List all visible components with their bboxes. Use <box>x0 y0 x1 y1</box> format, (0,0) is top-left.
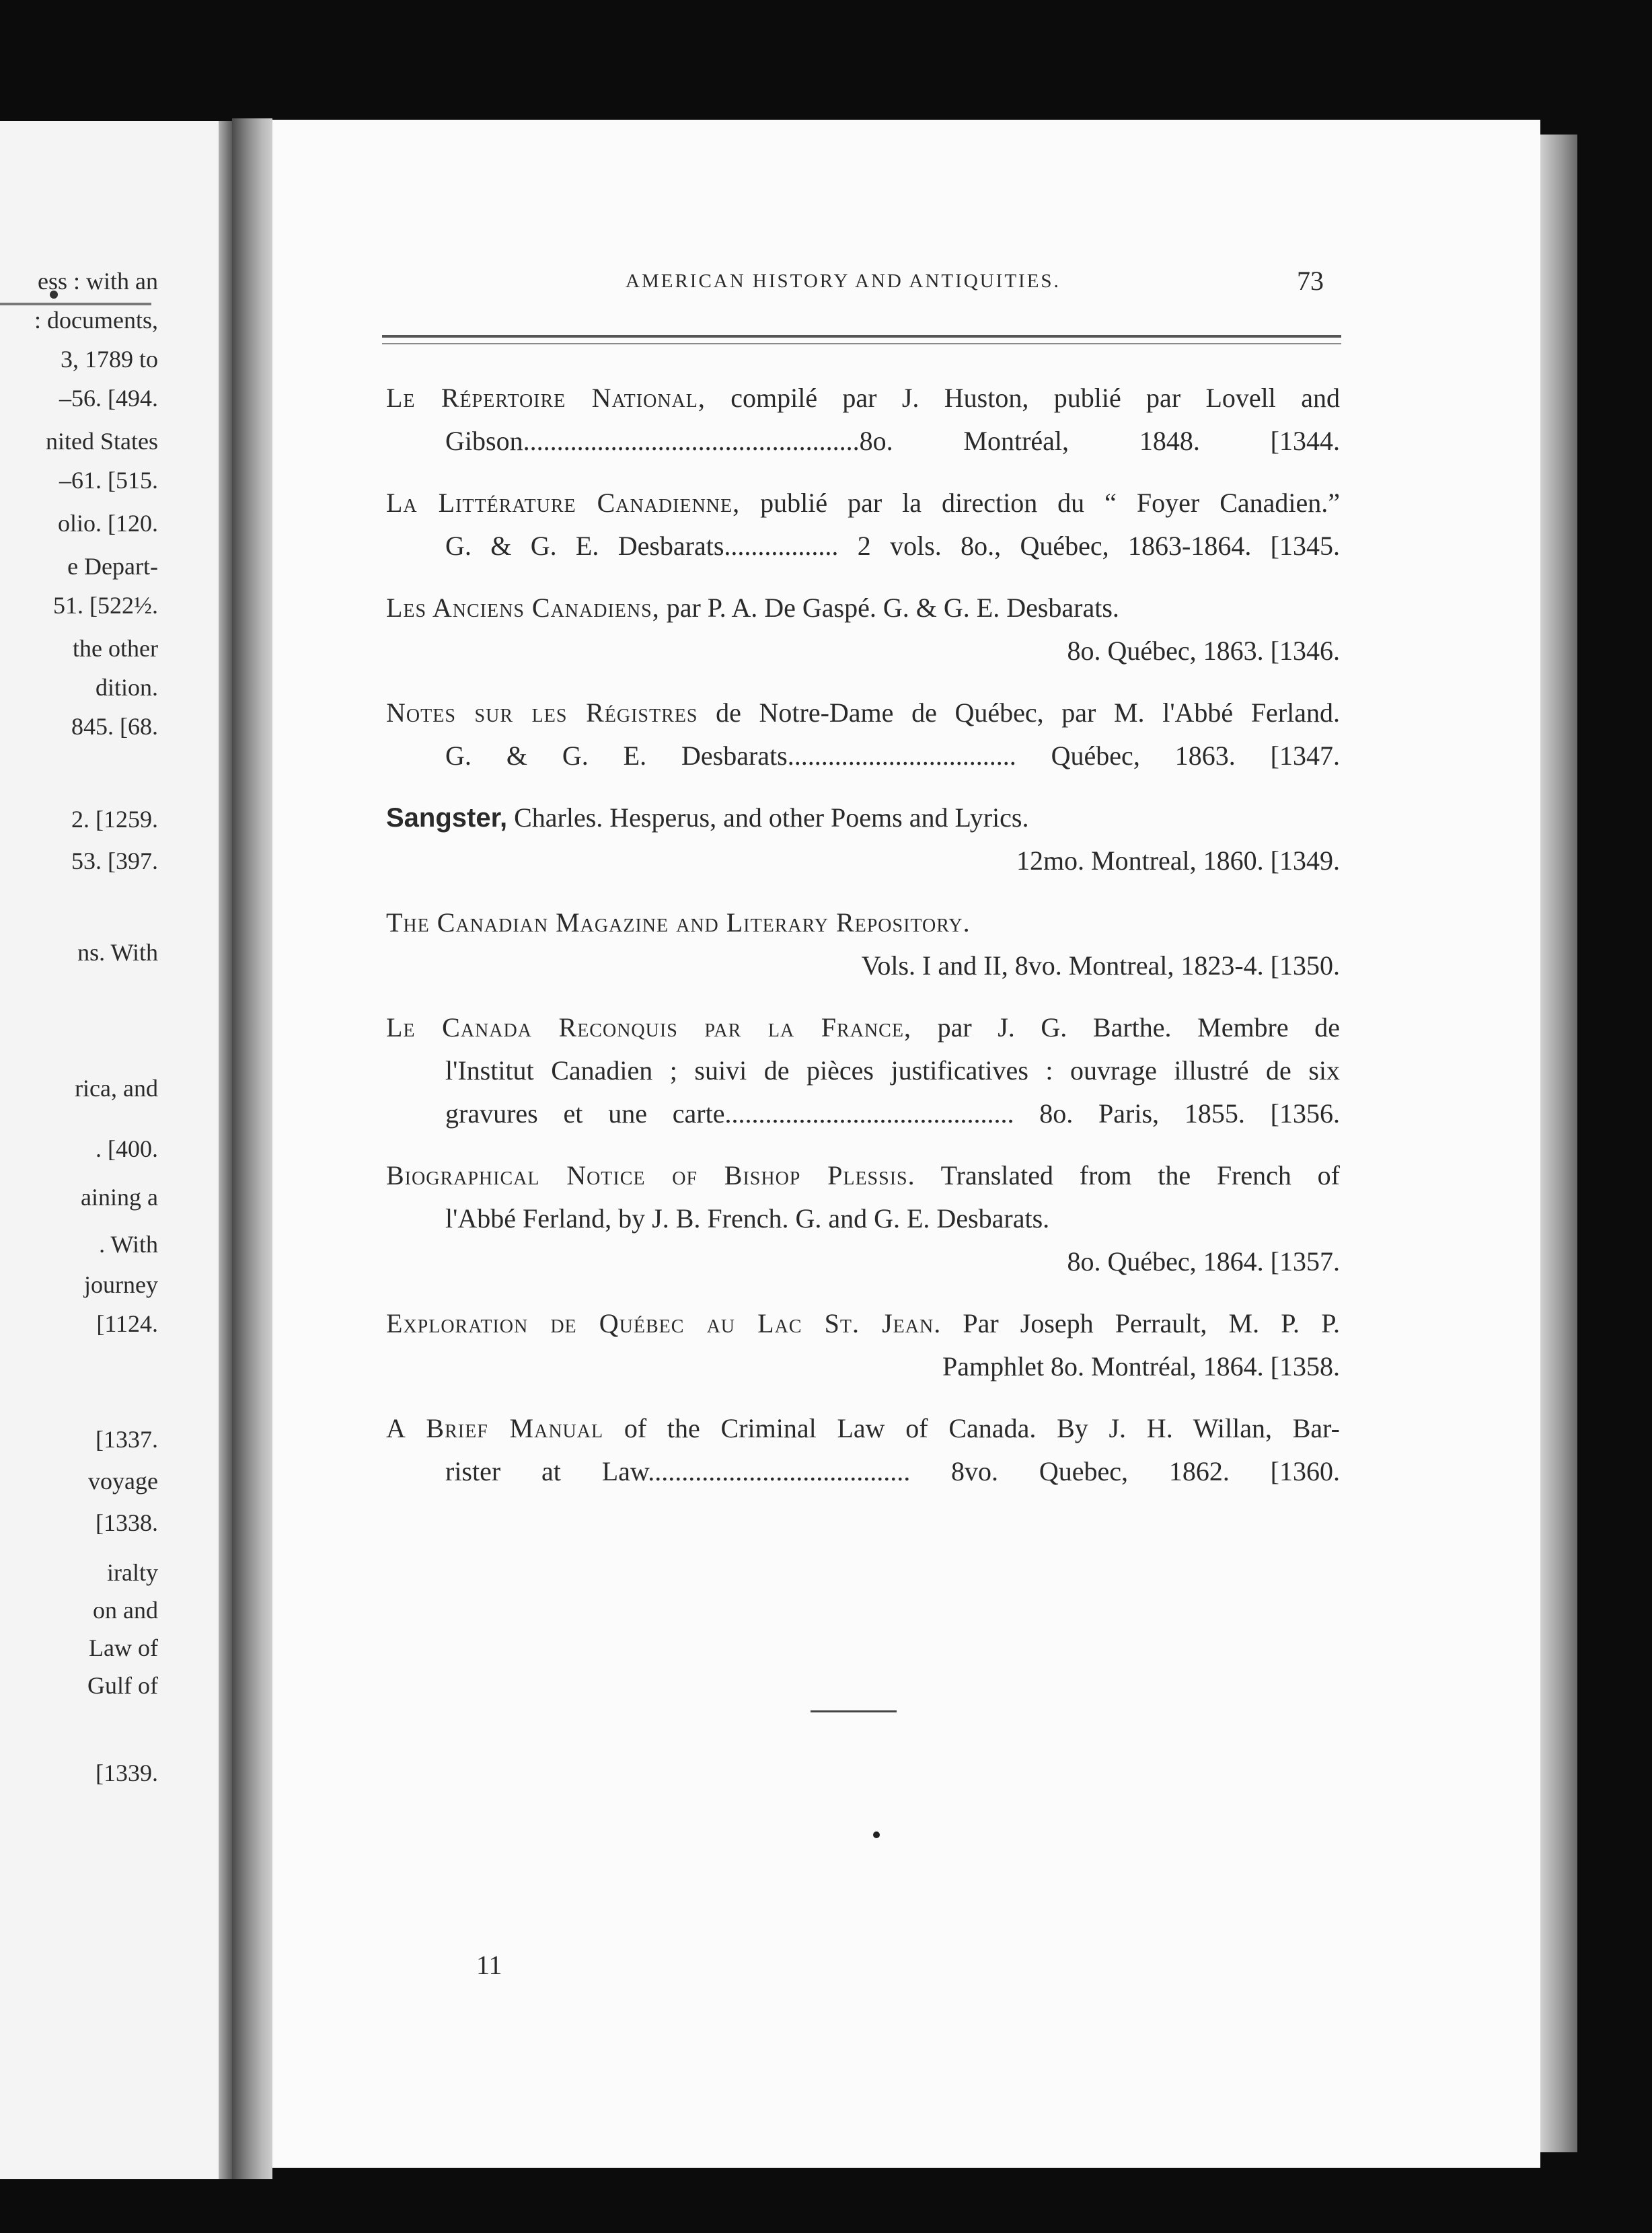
entry-line: 8o. Québec, 1863. [1346. <box>1067 636 1340 666</box>
left-page-line: : documents, <box>34 307 158 334</box>
entry-title: Le Canada Reconquis par la France, <box>386 1012 911 1043</box>
entry-line: gravures et une carte........................................... 8o. Paris, 1855. [1356. <box>445 1098 1340 1129</box>
book-gutter <box>232 118 272 2179</box>
bibliography-entry <box>386 1407 1340 1493</box>
entry-text: compilé par J. Huston, publié par Lovell and <box>730 383 1340 413</box>
left-page-line: [1124. <box>96 1310 158 1337</box>
left-page-line: . [400. <box>96 1135 158 1162</box>
entry-line: l'Abbé Ferland, by J. B. French. G. and G. E. Desbarats. <box>445 1203 1050 1234</box>
entry-line: Vols. I and II, 8vo. Montreal, 1823-4. [1350. <box>861 950 1340 981</box>
left-page-line: nited States <box>46 428 158 455</box>
left-page-line: e Depart- <box>67 553 158 580</box>
left-page-line: on and <box>93 1597 158 1624</box>
left-page-line: 2. [1259. <box>71 806 158 833</box>
left-page-line: . With <box>99 1231 158 1258</box>
left-page-line: dition. <box>95 674 158 701</box>
print-mark <box>873 1831 880 1838</box>
entry-title: A Brief Manual <box>386 1413 604 1443</box>
bibliography-entry <box>386 796 1340 882</box>
left-page-line: 845. [68. <box>71 713 158 740</box>
entry-text: par P. A. De Gaspé. G. & G. E. Desbarats. <box>666 593 1119 623</box>
header-rule-thin <box>382 343 1341 344</box>
left-page-line: –56. [494. <box>59 385 158 412</box>
bibliography-entry <box>386 377 1340 463</box>
entry-line: 8o. Québec, 1864. [1357. <box>1067 1246 1340 1277</box>
entry-title: Notes sur les Régistres <box>386 697 698 728</box>
bibliography-entry <box>386 1006 1340 1135</box>
page-edge-shadow <box>1540 135 1577 2152</box>
left-page-line: –61. [515. <box>59 467 158 494</box>
entry-title: Biographical Notice of Bishop Plessis. <box>386 1160 915 1190</box>
left-facing-page <box>0 121 232 2179</box>
left-page-header-rule <box>0 303 151 305</box>
end-rule <box>811 1710 897 1712</box>
left-page-line: ns. With <box>77 939 158 966</box>
left-page-line: ess : with an <box>38 268 158 295</box>
left-page-line: Gulf of <box>87 1672 158 1699</box>
left-page-spine-shadow <box>219 121 232 2179</box>
entry-text: par J. G. Barthe. Membre de <box>937 1012 1340 1043</box>
header-rule-thick <box>382 335 1341 338</box>
left-page-line: [1337. <box>96 1426 158 1453</box>
left-page-line: 53. [397. <box>71 847 158 874</box>
entry-text: of the Criminal Law of Canada. By J. H. Willan, Bar- <box>624 1413 1340 1443</box>
bibliography-entry <box>386 1154 1340 1283</box>
left-page-line: 51. [522½. <box>53 592 158 619</box>
entry-line: l'Institut Canadien ; suivi de pièces justificatives : ouvrage illustré de six <box>445 1055 1340 1086</box>
entry-title: The Canadian Magazine and Literary Repository. <box>386 907 971 938</box>
entry-title: Le Répertoire National, <box>386 383 706 413</box>
entry-author: Sangster, <box>386 803 508 833</box>
left-page-line: Law of <box>89 1634 158 1661</box>
left-page-line: journey <box>84 1271 158 1298</box>
entry-line: Pamphlet 8o. Montréal, 1864. [1358. <box>942 1351 1340 1382</box>
entry-title: La Littérature Canadienne, <box>386 488 741 518</box>
left-page-line: aining a <box>81 1184 158 1211</box>
bibliography-entry <box>386 901 1340 987</box>
entry-title: Les Anciens Canadiens, <box>386 593 660 623</box>
signature-mark: 11 <box>476 1950 502 1980</box>
running-head: AMERICAN HISTORY AND ANTIQUITIES. <box>626 270 1061 292</box>
bibliography-entry <box>386 691 1340 778</box>
entry-line: G. & G. E. Desbarats.................................. Québec, 1863. [1347. <box>445 741 1340 771</box>
entry-text: publié par la direction du “ Foyer Canadien.” <box>760 488 1340 518</box>
left-page-line: voyage <box>88 1468 158 1494</box>
left-page-line: rica, and <box>75 1075 158 1102</box>
left-page-line: 3, 1789 to <box>60 346 158 373</box>
entry-title: Exploration de Québec au Lac St. Jean. <box>386 1308 942 1338</box>
bibliography-entry <box>386 482 1340 568</box>
entry-line: Gibson..................................................8o. Montréal, 1848. [1344. <box>445 426 1340 456</box>
bibliography-entry <box>386 586 1340 673</box>
entry-text: Charles. Hesperus, and other Poems and Lyrics. <box>514 802 1029 833</box>
entry-line: G. & G. E. Desbarats................. 2 vols. 8o., Québec, 1863-1864. [1345. <box>445 531 1340 561</box>
left-page-line: [1339. <box>96 1759 158 1786</box>
left-page-line: the other <box>73 635 158 662</box>
bibliography-entry <box>386 1302 1340 1388</box>
entry-line: rister at Law....................................... 8vo. Quebec, 1862. [1360. <box>445 1456 1340 1486</box>
entry-text: Par Joseph Perrault, M. P. P. <box>963 1308 1340 1338</box>
entry-text: Translated from the French of <box>940 1160 1340 1190</box>
bibliography-entries <box>386 377 1340 1512</box>
entry-line: 12mo. Montreal, 1860. [1349. <box>1016 845 1340 876</box>
entry-text: de Notre-Dame de Québec, par M. l'Abbé Ferland. <box>716 697 1340 728</box>
left-page-line: olio. [120. <box>58 510 158 537</box>
left-page-line: [1338. <box>96 1509 158 1536</box>
page-number: 73 <box>1297 266 1324 296</box>
left-page-line: iralty <box>107 1559 158 1586</box>
